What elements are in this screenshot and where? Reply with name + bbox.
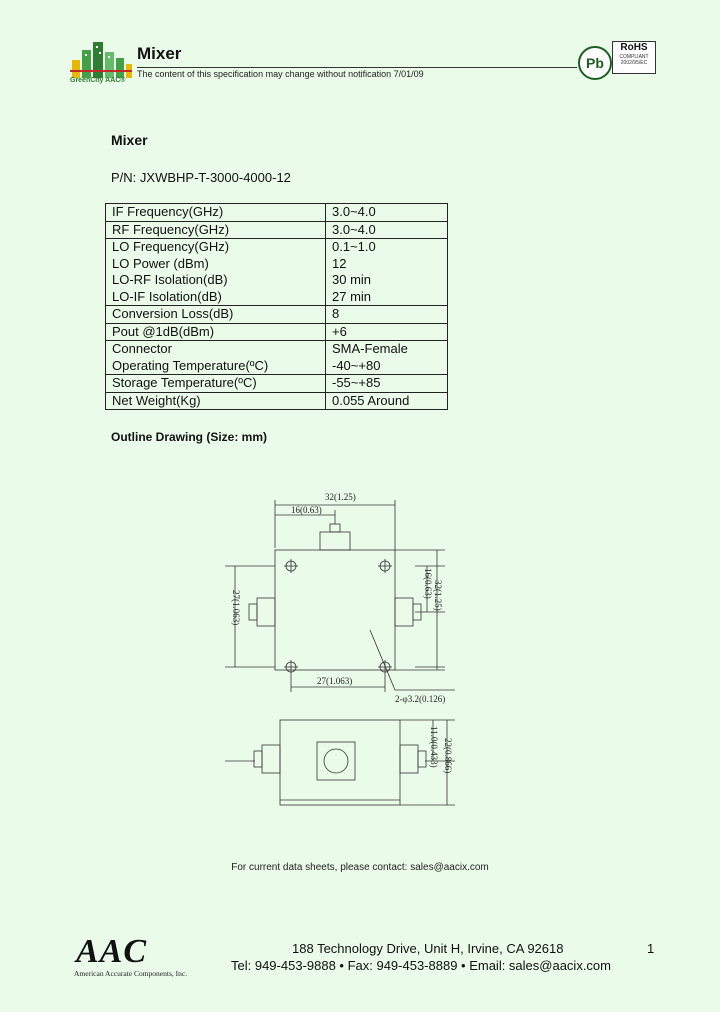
mount-hole-bl <box>284 660 298 674</box>
logo-text: GreenCity AAC® <box>70 77 126 84</box>
top-connector <box>320 532 350 550</box>
spec-row <box>106 341 448 375</box>
rohs-sub1: COMPLIANT <box>619 54 649 60</box>
dim-right-half: 16(0.63) <box>423 568 433 599</box>
spec-value: 8 <box>326 306 448 324</box>
spec-table <box>105 203 448 410</box>
spec-param: Pout @1dB(dBm) <box>106 323 326 341</box>
outline-drawing <box>205 480 505 820</box>
spec-value: 3.0~4.0 <box>326 221 448 239</box>
rohs-badge <box>612 41 656 74</box>
spec-param: RF Frequency(GHz) <box>106 221 326 239</box>
spec-row <box>106 392 448 410</box>
spec-value: 3.0~4.0 <box>326 204 448 222</box>
side-right-connector <box>400 745 418 773</box>
dim-top-half: 16(0.63) <box>291 505 322 515</box>
doc-title: Mixer <box>111 132 148 148</box>
dim-top-overall: 32(1.25) <box>325 492 356 502</box>
side-connector-face <box>317 742 355 780</box>
spec-value: SMA-Female -40~+80 <box>326 341 448 375</box>
rohs-sub2: 2002/95/EC <box>620 60 648 66</box>
aac-logo: AAC <box>76 933 148 970</box>
outline-heading: Outline Drawing (Size: mm) <box>111 430 268 444</box>
dim-bottom-hole: 27(1.063) <box>317 676 353 686</box>
mount-hole-tr <box>378 559 392 573</box>
spec-row <box>106 239 448 306</box>
spec-param: Conversion Loss(dB) <box>106 306 326 324</box>
top-view-body <box>275 550 395 670</box>
spec-param: Connector Operating Temperature(ºC) <box>106 341 326 375</box>
phone-line: Tel: 949-453-9888 • Fax: 949-453-8889 • Email: sales@aacix.com <box>231 958 611 973</box>
dim-left-hole: 27(1.063) <box>231 590 241 626</box>
part-number: P/N: JXWBHP-T-3000-4000-12 <box>111 170 291 185</box>
spec-value: 0.1~1.0 12 30 min 27 min <box>326 239 448 306</box>
dim-hole: 2-φ3.2(0.126) <box>395 694 446 704</box>
spec-row <box>106 375 448 393</box>
header-title: Mixer <box>137 44 182 63</box>
spec-param: IF Frequency(GHz) <box>106 204 326 222</box>
right-connector <box>395 598 413 626</box>
page-number: 1 <box>647 941 655 956</box>
spec-row <box>106 204 448 222</box>
header-divider <box>137 67 577 68</box>
contact-line: For current data sheets, please contact: sales@aacix.com <box>231 862 489 873</box>
header-note: The content of this specification may change without notification 7/01/09 <box>137 69 424 79</box>
dim-side-overall: 22(0.866) <box>443 738 453 774</box>
spec-param: LO Frequency(GHz) LO Power (dBm) LO-RF Isolation(dB) LO-IF Isolation(dB) <box>106 239 326 306</box>
spec-row <box>106 221 448 239</box>
mount-hole-tl <box>284 559 298 573</box>
company-name: American Accurate Components, Inc. <box>74 969 188 978</box>
spec-row <box>106 306 448 324</box>
spec-value: 0.055 Around <box>326 392 448 410</box>
spec-value: +6 <box>326 323 448 341</box>
side-view-body <box>280 720 400 805</box>
dim-right-overall: 32(1.25) <box>433 580 443 611</box>
dim-side-height: 11.0(0.433) <box>429 726 439 768</box>
side-left-connector <box>262 745 280 773</box>
spec-param: Storage Temperature(ºC) <box>106 375 326 393</box>
address-line: 188 Technology Drive, Unit H, Irvine, CA 92618 <box>292 941 564 956</box>
lead-free-badge: Pb <box>578 46 612 80</box>
spec-value: -55~+85 <box>326 375 448 393</box>
rohs-title: RoHS <box>620 42 648 53</box>
spec-row <box>106 323 448 341</box>
spec-param: Net Weight(Kg) <box>106 392 326 410</box>
left-connector <box>257 598 275 626</box>
